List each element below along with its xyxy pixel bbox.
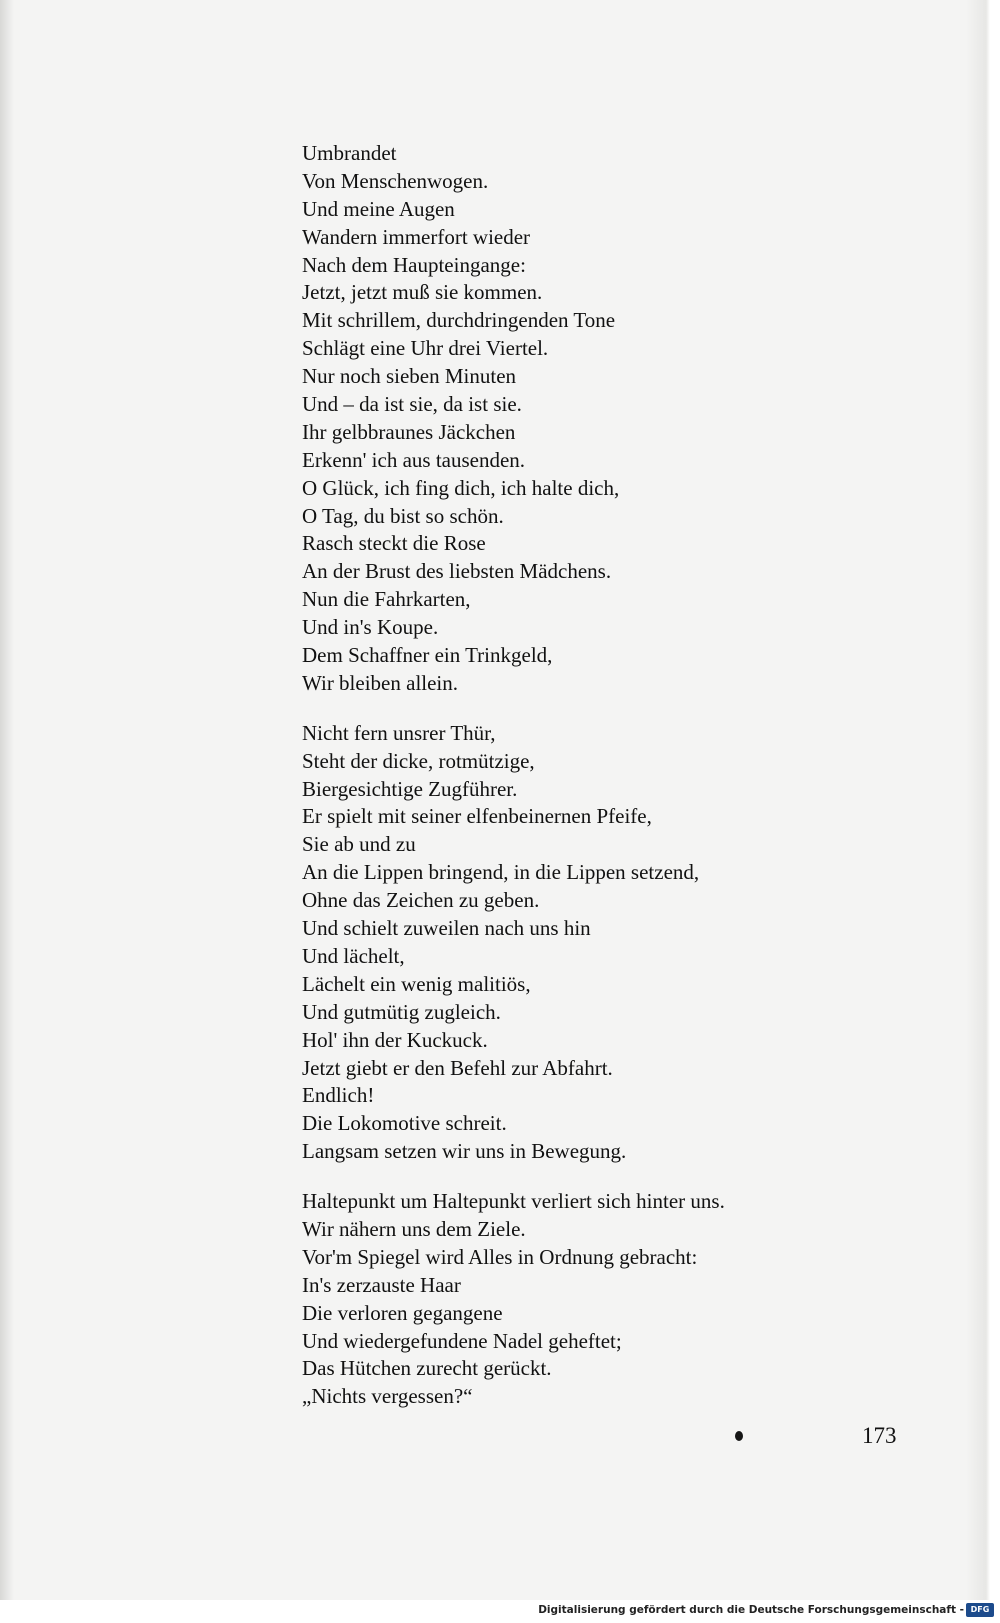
poem-line: Ohne das Zeichen zu geben. xyxy=(302,888,540,913)
poem-line: Er spielt mit seiner elfenbeinernen Pfeife, xyxy=(302,804,652,829)
poem-line: An der Brust des liebsten Mädchens. xyxy=(302,559,612,584)
poem-line: Wandern immerfort wieder xyxy=(302,224,531,249)
poem-line: Endlich! xyxy=(302,1083,375,1108)
footer-credit-text: Digitalisierung gefördert durch die Deutsche Forschungsgemeinschaft - xyxy=(538,1604,964,1616)
poem-text xyxy=(302,140,942,1411)
poem-line: Und – da ist sie, da ist sie. xyxy=(302,392,522,417)
poem-line: Und wiedergefundene Nadel geheftet; xyxy=(302,1328,622,1353)
poem-line: Nach dem Haupteingange: xyxy=(302,252,526,277)
stanza-3 xyxy=(302,1188,942,1411)
digitization-footer xyxy=(0,1600,1000,1623)
poem-line: Von Menschenwogen. xyxy=(302,168,489,193)
page-edge-shadow-right xyxy=(966,0,1000,1600)
poem-line: Und meine Augen xyxy=(302,196,455,221)
poem-line: Die Lokomotive schreit. xyxy=(302,1111,507,1136)
page-number: 173 xyxy=(862,1423,897,1448)
dfg-logo: DFG xyxy=(966,1603,994,1617)
poem-line: Wir nähern uns dem Ziele. xyxy=(302,1216,526,1241)
poem-line: Jetzt giebt er den Befehl zur Abfahrt. xyxy=(302,1055,613,1080)
page-edge-shadow-left xyxy=(0,0,14,1600)
poem-line: Nicht fern unsrer Thür, xyxy=(302,720,496,745)
poem-line: Schlägt eine Uhr drei Viertel. xyxy=(302,336,549,361)
poem-line: Jetzt, jetzt muß sie kommen. xyxy=(302,280,543,305)
poem-line: Ihr gelbbraunes Jäckchen xyxy=(302,419,516,444)
poem-line: O Glück, ich fing dich, ich halte dich, xyxy=(302,475,620,500)
poem-line: Langsam setzen wir uns in Bewegung. xyxy=(302,1139,627,1164)
stanza-2 xyxy=(302,720,942,1166)
poem-line: Haltepunkt um Haltepunkt verliert sich hinter uns. xyxy=(302,1189,725,1214)
poem-line: An die Lippen bringend, in die Lippen setzend, xyxy=(302,860,700,885)
poem-line: Vor'm Spiegel wird Alles in Ordnung gebracht: xyxy=(302,1244,698,1269)
stanza-1 xyxy=(302,140,942,698)
poem-line: Wir bleiben allein. xyxy=(302,670,459,695)
poem-line: Sie ab und zu xyxy=(302,832,416,857)
poem-line: Die verloren gegangene xyxy=(302,1300,503,1325)
poem-line: Lächelt ein wenig malitiös, xyxy=(302,971,531,996)
poem-line: Erkenn' ich aus tausenden. xyxy=(302,447,526,472)
poem-line: Das Hütchen zurecht gerückt. xyxy=(302,1356,552,1381)
poem-line: Nun die Fahrkarten, xyxy=(302,587,471,612)
poem-line: Rasch steckt die Rose xyxy=(302,531,486,556)
poem-line: Und schielt zuweilen nach uns hin xyxy=(302,916,591,941)
poem-line: Und gutmütig zugleich. xyxy=(302,999,501,1024)
bullet-mark xyxy=(735,1431,743,1441)
poem-line: Hol' ihn der Kuckuck. xyxy=(302,1027,488,1052)
poem-line: Nur noch sieben Minuten xyxy=(302,364,517,389)
poem-line: Dem Schaffner ein Trinkgeld, xyxy=(302,643,553,668)
poem-line: O Tag, du bist so schön. xyxy=(302,503,504,528)
poem-line: Und in's Koupe. xyxy=(302,615,439,640)
poem-line: „Nichts vergessen?“ xyxy=(302,1384,473,1409)
poem-line: Mit schrillem, durchdringenden Tone xyxy=(302,308,616,333)
poem-line: Und lächelt, xyxy=(302,943,405,968)
poem-line: Biergesichtige Zugführer. xyxy=(302,776,518,801)
poem-line: Umbrandet xyxy=(302,141,397,165)
poem-line: Steht der dicke, rotmützige, xyxy=(302,748,535,773)
poem-line: In's zerzauste Haar xyxy=(302,1272,461,1297)
